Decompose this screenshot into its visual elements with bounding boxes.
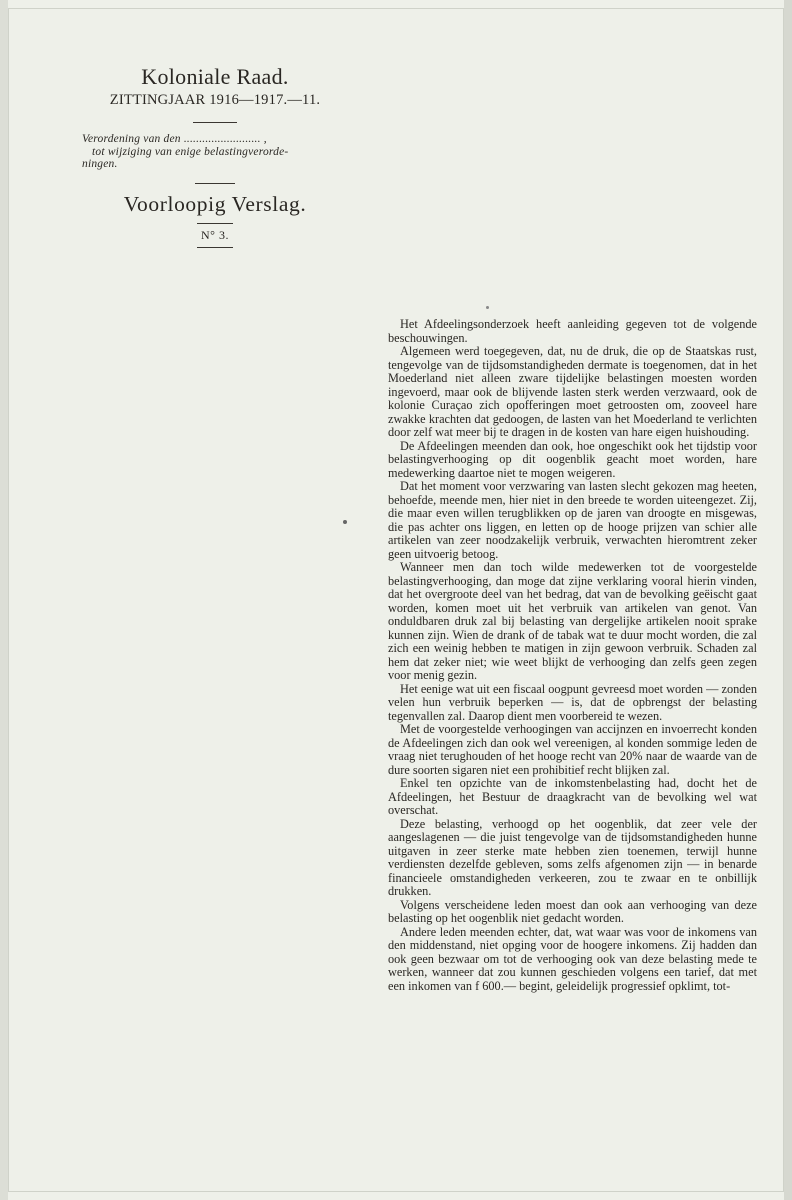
body-paragraph: Deze belasting, verhoogd op het oogenblik, dat zeer vele der aangeslagenen — die juist tengevolge van de tijdsomstandigheden hunne uitgaven in zeer sterke mate hebben zien toenemen, terwijl hunne verdiensten dezelfde gebleven, soms zelfs afgenomen zijn — in benarde financieele omstandigheden verkeeren, zou te zwaar en te onbillijk drukken.: [388, 816, 757, 898]
document-header: [80, 56, 350, 248]
body-paragraph: Het eenige wat uit een fiscaal oogpunt gevreesd moet worden — zonden velen hun verbruik beperken — is, dat de opbrengst der belasting tegenvallen zal. Daarop dient men voorbereid te wezen.: [388, 681, 757, 723]
report-title: Voorloopig Verslag.: [123, 191, 307, 216]
report-body: [388, 318, 757, 993]
body-paragraph: Het Afdeelingsonderzoek heeft aanleiding gegeven tot de volgende beschouwingen.: [388, 317, 757, 345]
page-left-edge: [0, 0, 8, 1200]
body-paragraph: Volgens verscheidene leden moest dan ook aan verhooging van deze belasting op het oogenblik niet gedacht worden.: [388, 897, 757, 925]
paper-speck: [343, 520, 347, 524]
body-paragraph: De Afdeelingen meenden dan ook, hoe ongeschikt ook het tijdstip voor belastingverhooging op dit oogenblik geacht moet worden, hare medewerking daartoe niet te mogen weigeren.: [388, 438, 757, 480]
report-number: N° 3.: [201, 227, 229, 242]
body-paragraph: Enkel ten opzichte van de inkomstenbelasting had, docht het de Afdeelingen, het Bestuur de draagkracht van de bevolking wel wat overschat.: [388, 776, 757, 817]
divider: [197, 223, 233, 224]
ordinance-line: Verordening van den ......................... ,: [82, 133, 267, 145]
council-title: Koloniale Raad.: [141, 64, 289, 89]
page-right-edge: [784, 0, 792, 1200]
body-paragraph: Dat het moment voor verzwaring van lasten slecht gekozen mag heeten, behoefde, meende men, hier niet in den breede te worden uiteengezet. Zij, die maar even willen terugblikken op de jaren van droogte en misgewas, die pas achter ons liggen, en letten op de hooge prijzen van schier alle artikelen van zeer noodzakelijk verbruik, verwachten hieromtrent zeker geen uitvoerig betoog.: [388, 479, 757, 561]
ordinance-line: tot wijziging van enige belastingverorde-: [92, 145, 289, 158]
divider: [197, 247, 233, 248]
body-paragraph: Wanneer men dan toch wilde medewerken tot de voorgestelde belastingverhooging, dan moge dat zijne verklaring vooral hierin vinden, dat het overgroote deel van het bedrag, dat van de bevolking geëischt gaat worden, komen moet uit het verbruik van artikelen van genot. Van onduldbaren druk zal bij belasting van dergelijke artikelen nooit sprake kunnen zijn. Wien de drank of de tabak wat te duur mocht worden, die zal zich een weinig hebben te matigen in zijn gewoon verbruik. Schaden zal hem dat zeker niet; wie weet blijkt de verhooging dan zelfs geen zegen voor menig gezin.: [388, 560, 757, 682]
divider: [193, 122, 237, 123]
body-paragraph: Algemeen werd toegegeven, dat, nu de druk, die op de Staatskas rust, tengevolge van de tijdsomstandigheden dermate is toegenomen, dat in het Moederland niet alleen zware tijdelijke belastingen moesten worden ingevoerd, maar ook de blijvende lasten sterk werden verzwaard, ook de kolonie Curaçao zich opofferingen moet getroosten om, zooveel hare zwakke krachten dat gedoogen, de lasten van het Moederland te verlichten door zelf wat meer bij te dragen in de kosten van hare eigen huishouding.: [388, 344, 757, 439]
body-paragraph: Andere leden meenden echter, dat, wat waar was voor de inkomens van den middenstand, niet opging voor de hoogere inkomens. Zij hadden dan ook geen bezwaar om tot de verhooging ook van deze belasting mede te werken, wanneer dat zou kunnen geschieden volgens een tarief, dat met een inkomen van f 600.— begint, geleidelijk progressief opklimt, tot-: [388, 924, 757, 993]
ordinance-line: ningen.: [82, 158, 118, 170]
body-paragraph: Met de voorgestelde verhoogingen van accijnzen en invoerrecht konden de Afdeelingen zich dan ook wel vereenigen, al konden sommige leden de vraag niet terughouden of het hooge recht van 20% naar de waarde van de dure soorten sigaren niet een prohibitief recht blijken zal.: [388, 722, 757, 777]
session-year: ZITTINGJAAR 1916—1917.—11.: [109, 92, 321, 108]
paper-speck: [486, 306, 489, 309]
ordinance-description: [82, 133, 344, 171]
divider: [195, 183, 235, 184]
